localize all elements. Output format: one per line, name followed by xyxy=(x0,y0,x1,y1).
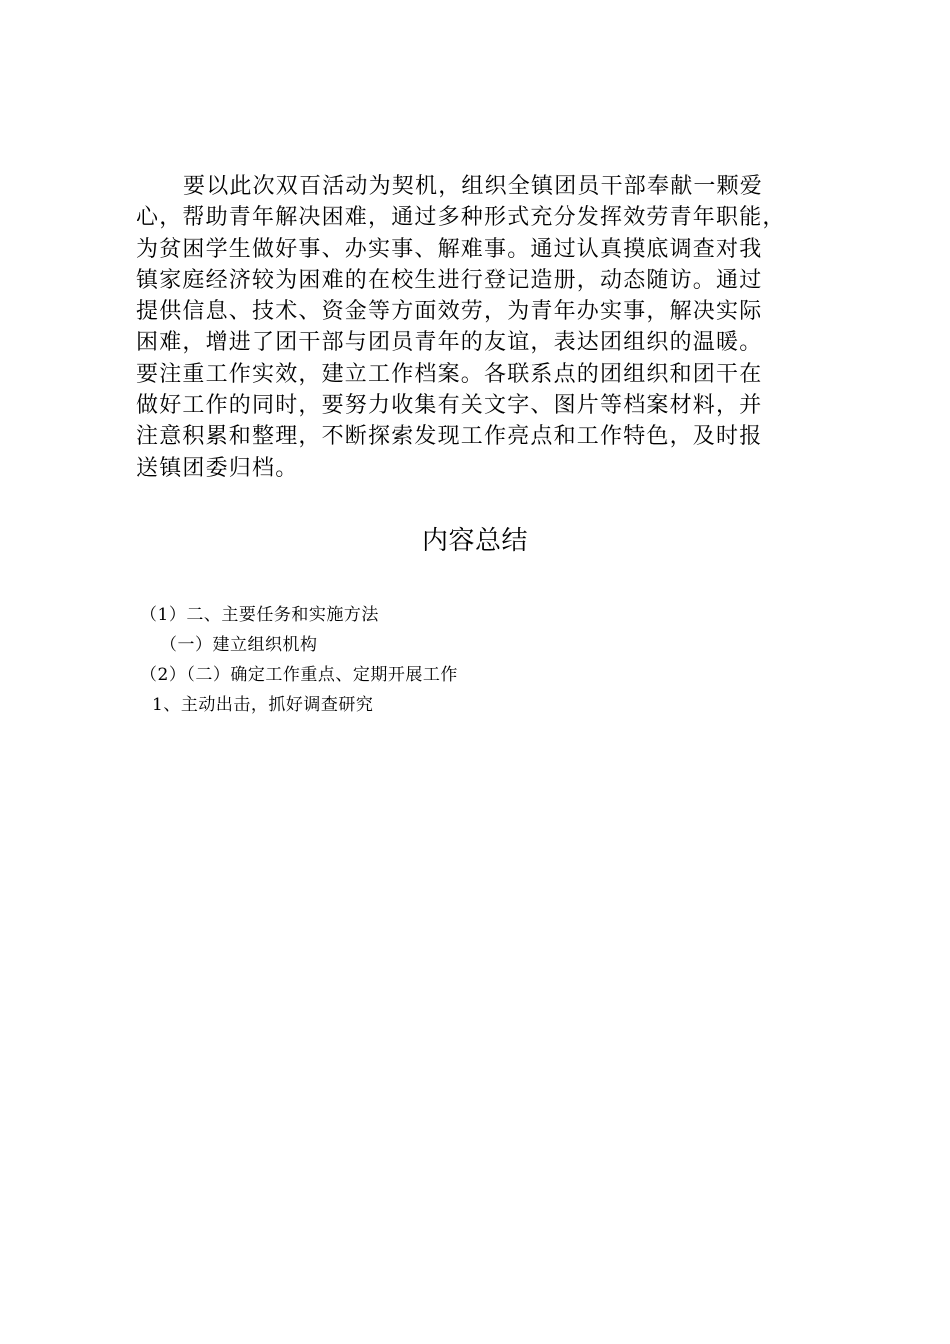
paragraph-line: 镇家庭经济较为困难的在校生进行登记造册，动态随访。通过 xyxy=(136,267,763,293)
paragraph-line: 做好工作的同时，要努力收集有关文字、图片等档案材料，并 xyxy=(136,393,763,419)
paragraph-line: 为贫困学生做好事、办实事、解难事。通过认真摸底调查对我 xyxy=(136,236,763,262)
summary-title: 内容总结 xyxy=(421,526,528,556)
summary-item: （一）建立组织机构 xyxy=(160,635,318,655)
paragraph-line: 要注重工作实效，建立工作档案。各联系点的团组织和团干在 xyxy=(136,361,763,387)
summary-list xyxy=(140,600,458,720)
paragraph-line: 困难，增进了团干部与团员青年的友谊，表达团组织的温暖。 xyxy=(136,330,763,356)
paragraph-line: 提供信息、技术、资金等方面效劳，为青年办实事，解决实际 xyxy=(136,299,763,325)
paragraph-line: 要以此次双百活动为契机，组织全镇团员干部奉献一颗爱 xyxy=(183,174,764,199)
paragraph-line: 注意积累和整理，不断探索发现工作亮点和工作特色，及时报 xyxy=(136,424,763,450)
summary-item: （2）（二）确定工作重点、定期开展工作 xyxy=(140,665,458,685)
summary-item: 1、主动出击，抓好调查研究 xyxy=(152,695,374,715)
paragraph-line: 送镇团委归档。 xyxy=(136,455,299,481)
body-paragraph xyxy=(136,171,836,484)
summary-item: （1）二、主要任务和实施方法 xyxy=(140,605,379,625)
paragraph-line: 心，帮助青年解决困难，通过多种形式充分发挥效劳青年职能， xyxy=(136,205,786,231)
